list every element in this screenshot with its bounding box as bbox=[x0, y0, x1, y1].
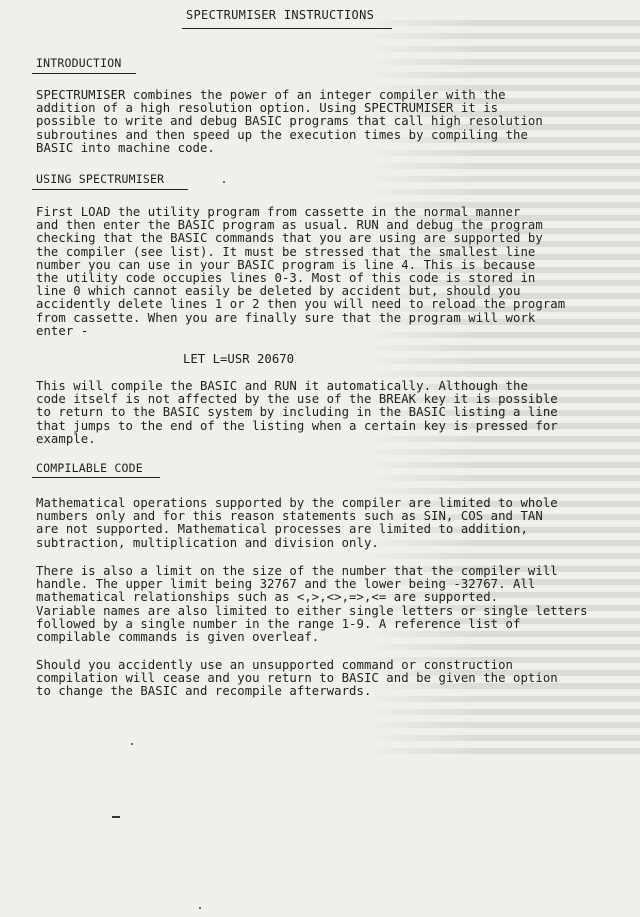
paragraph-using-1: First LOAD the utility program from cassette in the normal manner and then enter the BASIC program as usual. RUN and debug the program checking that the BASIC commands that you are using are supported by the compiler (see list). It must be stressed that the smallest line number you can use in your BASIC program is line 4. This is because the utility code occupies lines 0-3. Most of this code is stored in line 0 which cannot easily be deleted by accident but, should you accidently delete lines 1 or 2 then you will need to reload the program from cassette. When you are finally sure that the program will work enter - bbox=[36, 205, 566, 338]
heading-introduction: INTRODUCTION bbox=[36, 56, 122, 70]
paper-speck bbox=[223, 181, 225, 183]
paper-speck bbox=[131, 743, 133, 745]
heading-using-spectrumiser: USING SPECTRUMISER bbox=[36, 172, 165, 186]
paragraph-compilable-3: Should you accidently use an unsupported command or construction compilation will cease and you return to BASIC and be given the option to change the BASIC and recompile afterwards. bbox=[36, 658, 558, 699]
command-line: LET L=USR 20670 bbox=[183, 352, 295, 366]
title-underline bbox=[182, 28, 392, 29]
heading-introduction-underline bbox=[32, 73, 136, 74]
paragraph-using-2: This will compile the BASIC and RUN it automatically. Although the code itself is not affected by the use of the BREAK key it is possible to return to the BASIC system by including in the BASIC listing a line that jumps to the end of the listing when a certain key is pressed for example. bbox=[36, 379, 558, 446]
heading-compilable-underline bbox=[32, 477, 160, 478]
stray-dash-mark bbox=[112, 816, 120, 818]
paper-speck bbox=[199, 907, 201, 909]
heading-using-underline bbox=[32, 189, 188, 190]
paragraph-compilable-1: Mathematical operations supported by the compiler are limited to whole numbers only and for this reason statements such as SIN, COS and TAN are not supported. Mathematical processes are limited to addition, subtraction, multiplication and division only. bbox=[36, 496, 558, 550]
heading-compilable-code: COMPILABLE CODE bbox=[36, 461, 143, 475]
paragraph-introduction: SPECTRUMISER combines the power of an integer compiler with the addition of a high resolution option. Using SPECTRUMISER it is possible to write and debug BASIC programs that call high resolution subroutines and then speed up the execution times by compiling the BASIC into machine code. bbox=[36, 88, 543, 155]
paragraph-compilable-2: There is also a limit on the size of the number that the compiler will handle. The upper limit being 32767 and the lower being -32767. All mathematical relationships such as <,>,<>,=>,<= are supported. Variable names are also limited to either single letters or single letters followed by a single number in the range 1-9. A reference list of compilable commands is given overleaf. bbox=[36, 564, 588, 645]
page-title: SPECTRUMISER INSTRUCTIONS bbox=[186, 8, 375, 22]
